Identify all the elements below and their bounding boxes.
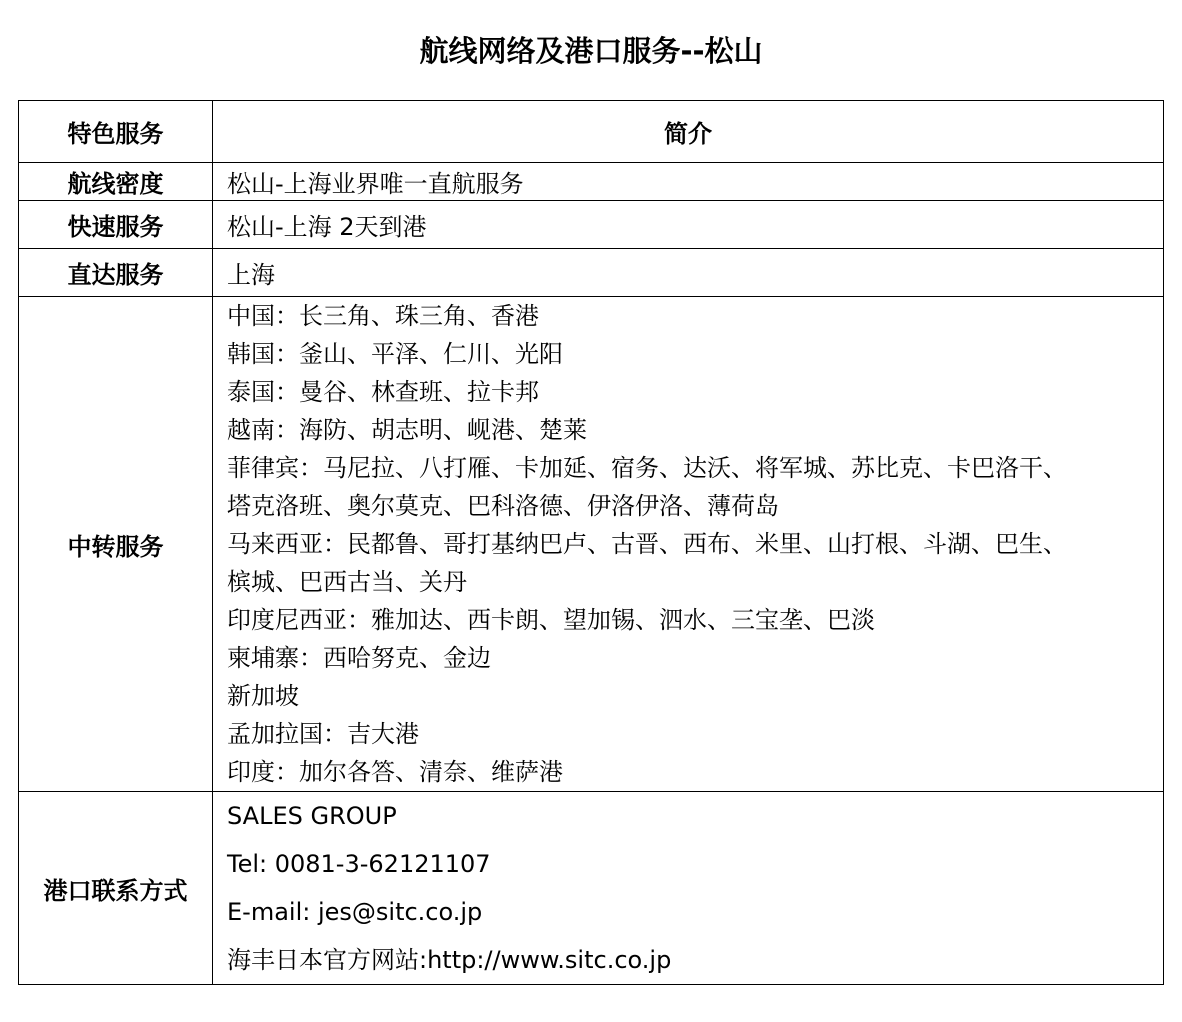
row-value-contact (213, 792, 1164, 985)
transit-line-malaysia-2: 槟城、巴西古当、关丹 (227, 568, 467, 596)
row-label-contact: 港口联系方式 (19, 792, 213, 985)
table-row (19, 792, 1164, 985)
transit-line-indonesia: 印度尼西亚：雅加达、西卡朗、望加锡、泗水、三宝垄、巴淡 (227, 606, 875, 634)
transit-line-malaysia-1: 马来西亚：民都鲁、哥打基纳巴卢、古晋、西布、米里、山打根、斗湖、巴生、 (227, 530, 1067, 558)
contact-tel: Tel: 0081-3-62121107 (227, 850, 491, 878)
row-value-transit (213, 297, 1164, 792)
header-summary: 简介 (213, 101, 1164, 163)
transit-line-thailand: 泰国：曼谷、林查班、拉卡邦 (227, 378, 539, 406)
row-label-fast: 快速服务 (19, 201, 213, 249)
row-value-direct: 上海 (213, 249, 1164, 297)
transit-line-vietnam: 越南：海防、胡志明、岘港、楚莱 (227, 416, 587, 444)
header-feature: 特色服务 (19, 101, 213, 163)
table-row (19, 201, 1164, 249)
transit-line-bangladesh: 孟加拉国：吉大港 (227, 720, 419, 748)
row-value-fast: 松山-上海 2天到港 (213, 201, 1164, 249)
row-label-density: 航线密度 (19, 163, 213, 201)
row-value-density: 松山-上海业界唯一直航服务 (213, 163, 1164, 201)
table-header-row (19, 101, 1164, 163)
transit-line-korea: 韩国：釜山、平泽、仁川、光阳 (227, 340, 563, 368)
transit-line-singapore: 新加坡 (227, 682, 299, 710)
table-row (19, 249, 1164, 297)
transit-line-cambodia: 柬埔寨：西哈努克、金边 (227, 644, 491, 672)
table-row (19, 163, 1164, 201)
table-row (19, 297, 1164, 792)
transit-line-philippines-1: 菲律宾：马尼拉、八打雁、卡加延、宿务、达沃、将军城、苏比克、卡巴洛干、 (227, 454, 1067, 482)
row-label-transit: 中转服务 (19, 297, 213, 792)
page-title: 航线网络及港口服务--松山 (419, 34, 763, 68)
service-table (18, 100, 1164, 985)
row-label-direct: 直达服务 (19, 249, 213, 297)
contact-group: SALES GROUP (227, 802, 397, 830)
transit-line-china: 中国：长三角、珠三角、香港 (227, 302, 539, 330)
contact-website: 海丰日本官方网站:http://www.sitc.co.jp (227, 946, 672, 974)
contact-email: E-mail: jes@sitc.co.jp (227, 898, 483, 926)
transit-line-india: 印度：加尔各答、清奈、维萨港 (227, 758, 563, 786)
transit-line-philippines-2: 塔克洛班、奥尔莫克、巴科洛德、伊洛伊洛、薄荷岛 (227, 492, 779, 520)
